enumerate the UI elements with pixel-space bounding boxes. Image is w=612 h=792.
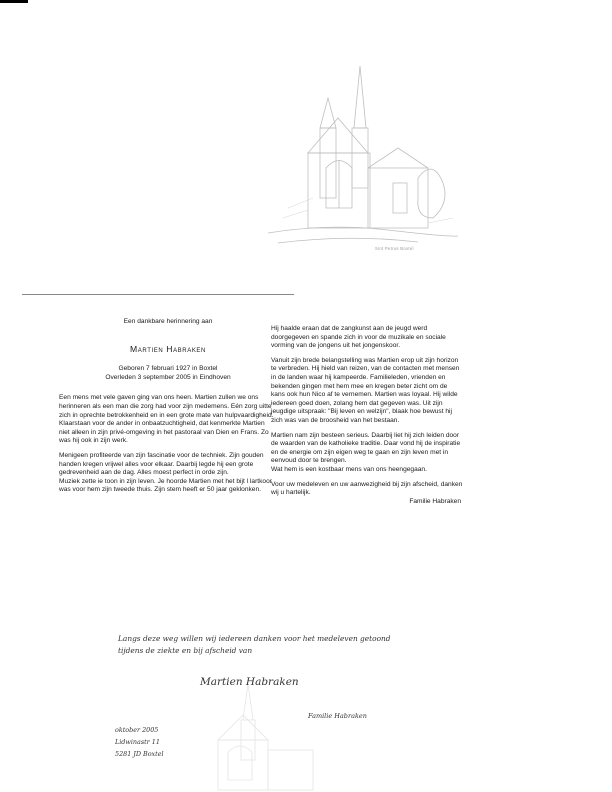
sender-address — [115, 724, 164, 760]
death-date: Overleden 3 september 2005 in Eindhoven — [105, 373, 231, 381]
memorial-paragraph: Muziek zette ie toon in zijn leven. Je hoorde Martien met het bijt l lartkoor was voor hem zijn tweede thuis. Zijn stem heeft er 50 jaar geklonken. — [59, 477, 272, 494]
left-column — [59, 318, 277, 495]
thanks-script-line: Langs deze weg willen wij iedereen danken voor het medeleven getoond — [118, 634, 391, 643]
memorial-paragraph: Een mens met vele gaven ging van ons heen. Martien zullen we ons herinneren als een man die zorg had voor zijn medemens. Eén zorg uitte zich in oprechte betrokkenheid en in een grote mate van hulpvaardigheid. Klaarstaan voor de ander in onbaatzuchtigheid, dat kenmerkte Martien niet alleen in zijn privé-omgeving in het pastoraal van Dien en Frans. Zo was hij ook in zijn werk. — [59, 394, 274, 445]
thanks-script-line: tijdens de ziekte en bij afscheid van — [118, 646, 253, 655]
address-street: Lidwinastr 11 — [115, 738, 160, 746]
deceased-name-script: Martien Habraken — [200, 676, 299, 688]
memorial-paragraph: Wat hem is een kostbaar mens van ons heengegaan. — [271, 465, 427, 473]
scan-corner-mark — [0, 0, 28, 3]
deceased-name: Martien Habraken — [130, 343, 206, 354]
right-column — [271, 325, 463, 506]
memorial-paragraph: Martien nam zijn besteen serieus. Daarbij liet hij zich leiden door de waarden van de katholieke traditie. Daar vond hij de inspiratie en de energie om zijn eigen weg te gaan en zijn leven met in eenvoud door te brengen. — [271, 431, 461, 465]
church-watermark — [188, 680, 338, 792]
birth-date: Geboren 7 februari 1927 in Boxtel — [118, 365, 218, 373]
memorial-paragraph: Vanuit zijn brede belangstelling was Martien erop uit zijn horizon te verbreden. Hij hield van reizen, van de contacten met mensen in de landen waar hij kampeerde. Familieleden, vrienden en bekenden gingen met hem mee en kregen beter zicht om de kans ook hun Nico af te vernemen. Martien was loyaal. Hij wilde iedereen goed doen, zolang hem dat gegeven was. Uit zijn jeugdige uitspraak: "Bij leven en welzijn", blaak hoe bewust hij zich was van de broosheid van het bestaan. — [271, 356, 460, 424]
address-date: oktober 2005 — [115, 726, 159, 734]
card-fold-line — [22, 294, 294, 295]
memorial-paragraph: Menigeen profiteerde van zijn fascinatie voor de techniek. Zijn gouden handen kregen vrijwel alles voor elkaar. Daarbij legde hij een grote gedrevenheid aan de dag. Alles moest perfect in orde zijn. — [59, 451, 264, 477]
memorial-paragraph: Hij haalde eraan dat de zangkunst aan de jeugd werd doorgegeven en spande zich in voor de muzikale en sociale vorming van de jongens uit het jongenskoor. — [271, 325, 446, 350]
church-illustration — [268, 58, 458, 268]
thanks-paragraph: Voor uw medeleven en uw aanwezigheid bij zijn afscheid, danken wij u hartelijk. — [271, 480, 463, 497]
address-city: 5281 JD Boxtel — [115, 750, 164, 758]
family-script: Familie Habraken — [308, 712, 367, 720]
church-caption: Sint Petrus Boxtel — [375, 246, 414, 251]
family-signature: Familie Habraken — [409, 497, 461, 505]
memorial-heading: Een dankbare herinnering aan — [123, 318, 213, 325]
